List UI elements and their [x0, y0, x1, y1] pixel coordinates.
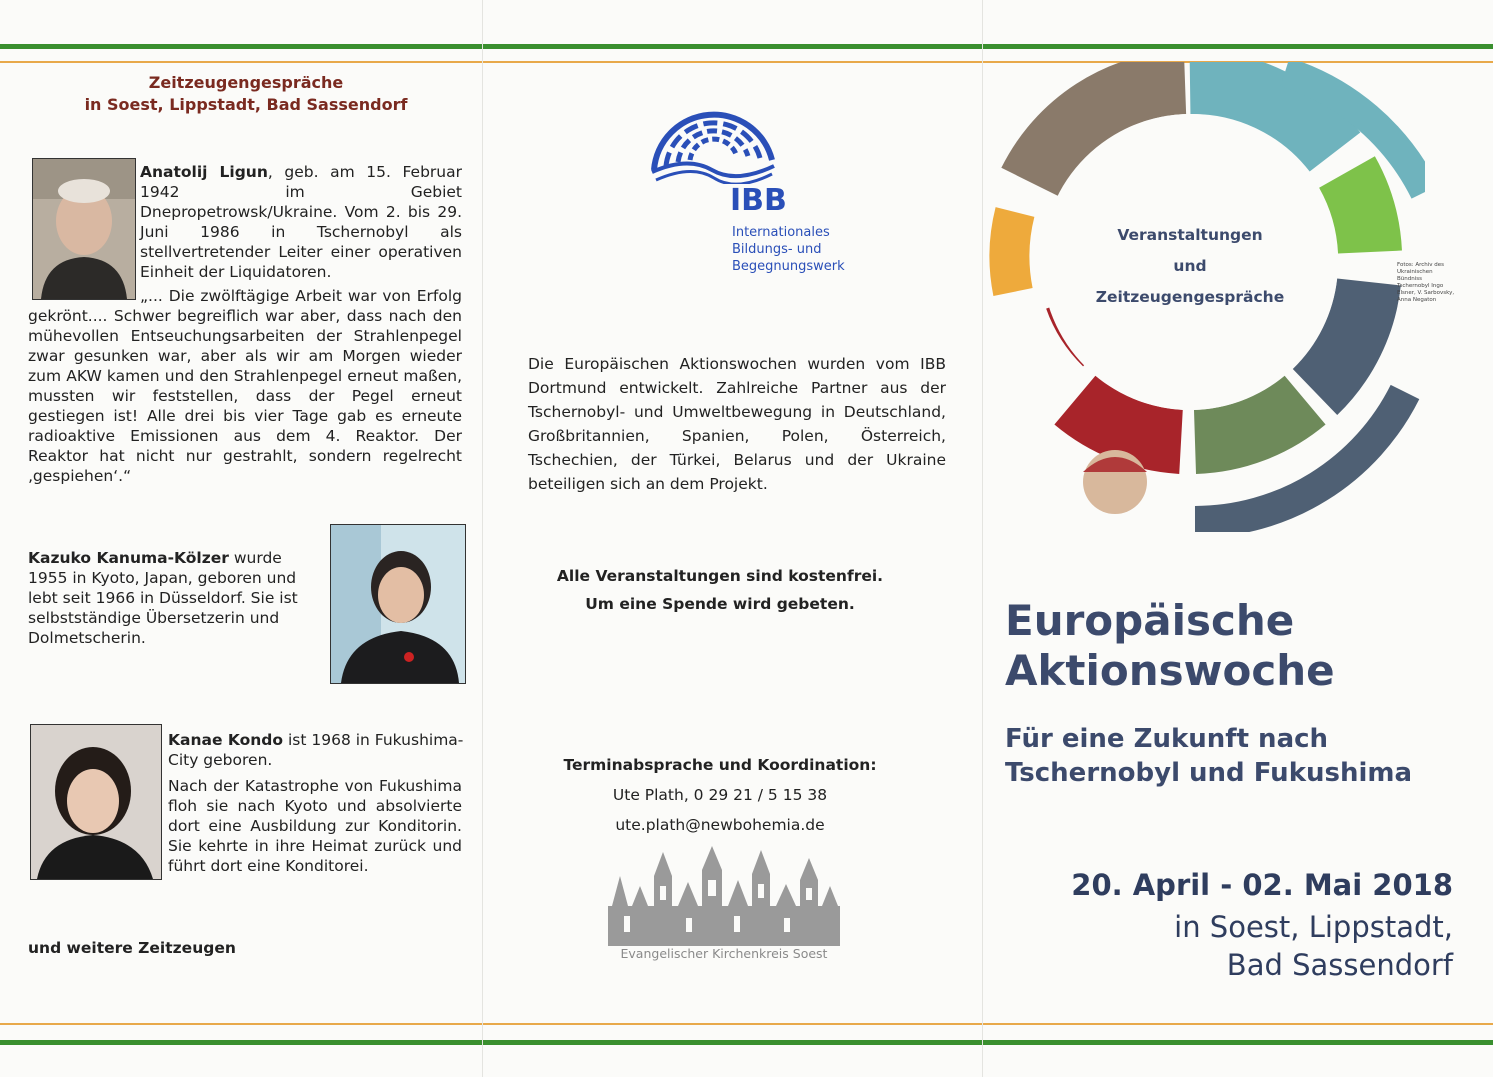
fold-line-1	[482, 0, 483, 1077]
free-notice-line1: Alle Veranstaltungen sind kostenfrei.	[556, 567, 884, 585]
main-title-line1: Europäische	[1005, 596, 1295, 645]
left-heading-line2: in Soest, Lippstadt, Bad Sassendorf	[84, 95, 408, 114]
bottom-green-stripe	[0, 1040, 1493, 1045]
contact-name-phone: Ute Plath, 0 29 21 / 5 15 38	[612, 786, 828, 804]
subtitle-line1: Für eine Zukunft nach	[1005, 724, 1329, 754]
ring-segment-orange	[1009, 212, 1015, 292]
photo-anatolij-ligun	[32, 158, 136, 300]
person2-name: Kazuko Kanuma-Kölzer	[28, 549, 229, 567]
church-skyline-icon	[604, 846, 844, 946]
person3-name: Kanae Kondo	[168, 731, 284, 749]
event-place	[1174, 908, 1453, 984]
main-title-line2: Aktionswoche	[1005, 646, 1335, 695]
ibb-logo	[648, 100, 828, 184]
person3-line1	[168, 730, 464, 770]
subtitle-line2: Tschernobyl und Fukushima	[1005, 758, 1413, 788]
circle-caption-line2: und	[1173, 257, 1207, 275]
person2-text	[28, 548, 326, 648]
circle-caption-line1: Veranstaltungen	[1117, 226, 1263, 244]
ibb-name	[732, 224, 845, 275]
circle-caption	[1075, 220, 1305, 313]
ibb-name-line2: Bildungs- und	[732, 242, 822, 257]
free-notice	[500, 562, 940, 618]
event-place-line1: in Soest, Lippstadt,	[1174, 910, 1453, 944]
person1-intro	[140, 162, 462, 282]
top-green-stripe	[0, 44, 1493, 49]
photo-credit: Fotos: Archiv des Ukrainischen Bündniss Tschernobyl Ingo Elsner, V. Sarbovsky, Anna Negaton	[1397, 262, 1455, 303]
church-logo	[604, 846, 844, 966]
left-heading-line1: Zeitzeugengespräche	[148, 73, 344, 92]
contact-block	[500, 750, 940, 840]
contact-email: ute.plath@newbohemia.de	[615, 816, 825, 834]
person3-bio: Nach der Katastrophe von Fukushima floh sie nach Kyoto und absolvierte dort eine Ausbildung zur Konditorin. Sie kehrte in ihre Heimat zurück und führt dort eine Konditorei.	[168, 777, 462, 875]
bottom-orange-stripe	[0, 1023, 1493, 1025]
more-witnesses: und weitere Zeitzeugen	[28, 939, 236, 957]
contact-heading: Terminabsprache und Koordination:	[563, 756, 877, 774]
left-heading	[28, 72, 464, 116]
fold-line-2	[982, 0, 983, 1077]
circle-caption-line3: Zeitzeugengespräche	[1095, 288, 1285, 306]
photo-kanae-kondo	[30, 724, 162, 880]
ring-segment-green	[1347, 172, 1370, 252]
event-date: 20. April - 02. Mai 2018	[1071, 868, 1453, 902]
right-panel	[985, 62, 1465, 1022]
subtitle	[1005, 722, 1412, 790]
person2-bio: wurde 1955 in Kyoto, Japan, geboren und lebt seit 1966 in Düsseldorf. Sie ist selbstständige Übersetzerin und Dolmetscherin.	[28, 549, 298, 647]
middle-panel	[500, 62, 970, 1022]
main-title	[1005, 596, 1335, 696]
free-notice-line2: Um eine Spende wird gebeten.	[585, 595, 855, 613]
person1-quote: „... Die zwölftägige Arbeit war von Erfolg gekrönt.... Schwer begreiflich war aber, dass nach den mühevollen Entseuchungsarbeiten der Strahlenpegel zwar gesunken war, aber als wir am Morgen wieder zum AKW kamen und den Strahlenpegel erneut maßen, mussten wir feststellen, dass der Pegel erneut gestiegen ist! Alle drei bis vier Tage gab es erneute radioaktive Emissionen aus dem 4. Reaktor. Der Reaktor hat nicht nur gestrahlt, sondern regelrecht ‚gespiehen‘.“	[28, 287, 462, 485]
event-place-line2: Bad Sassendorf	[1226, 948, 1453, 982]
ibb-name-line1: Internationales	[732, 225, 830, 240]
person3-birth: ist 1968 in Fukushima-City geboren.	[168, 731, 464, 769]
left-panel	[28, 62, 464, 1022]
ibb-logo-icon	[648, 100, 778, 184]
intro-paragraph: Die Europäischen Aktionswochen wurden vom IBB Dortmund entwickelt. Zahlreiche Partner aus der Tschernobyl- und Umweltbewegung in Deutschland, Großbritannien, Spanien, Polen, Österreich, Tschechien, der Türkei, Belarus und der Ukraine beteiligen sich an dem Projekt.	[528, 355, 946, 493]
church-caption: Evangelischer Kirchenkreis Soest	[620, 946, 828, 961]
person1-name: Anatolij Ligun	[140, 163, 268, 181]
ibb-name-line3: Begegnungswerk	[732, 259, 845, 274]
photo-kazuko-kanuma-koelzer	[330, 524, 466, 684]
ibb-abbr: IBB	[730, 183, 787, 218]
person1-intro-text: , geb. am 15. Februar 1942 im Gebiet Dnepropetrowsk/Ukraine. Vom 2. bis 29. Juni 1986 in Tschernobyl als stellvertretender Leiter einer operativen Einheit der Liquidatoren.	[140, 163, 462, 281]
